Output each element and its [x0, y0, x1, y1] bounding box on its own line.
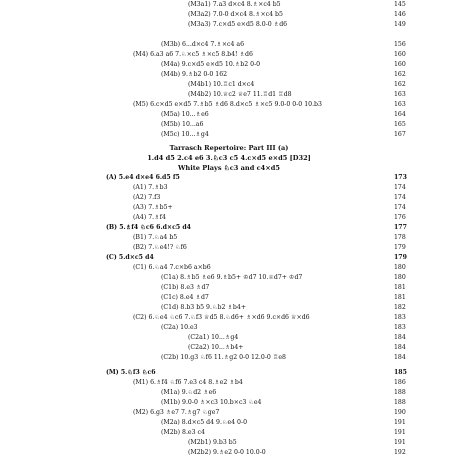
- toc-line-text: (M1a) 9.♘d2 ♗e6: [161, 389, 217, 396]
- toc-line-text: (C2) 6.♘e4 ♘c6 7.♘f3 ♕d5 8.♘d6+ ♗×d6 9.c×d6 ♕×d6: [133, 314, 310, 321]
- toc-page-number: 163: [394, 91, 406, 98]
- toc-line: [0, 40, 458, 50]
- toc-line-text: (M) 5.♘f3 ♘c6: [106, 369, 156, 376]
- toc-line: [0, 60, 458, 70]
- toc-line-text: (B) 5.♗f4 ♘c6 6.d×c5 d4: [106, 224, 191, 231]
- toc-page-number: 191: [394, 429, 406, 436]
- toc-page-number: 184: [394, 354, 406, 361]
- toc-line: [0, 353, 458, 363]
- toc-page-number: 186: [394, 379, 406, 386]
- toc-page-number: 181: [394, 294, 406, 301]
- toc-line: [0, 448, 458, 458]
- toc-line: [0, 428, 458, 438]
- toc-line: [0, 283, 458, 293]
- toc-line: [0, 183, 458, 193]
- toc-line-text: (C1d) 8.b3 b5 9.♘b2 ♗b4+: [161, 304, 247, 311]
- toc-page-number: 174: [394, 194, 406, 201]
- toc-line: [0, 368, 458, 378]
- toc-page-number: 183: [394, 314, 406, 321]
- section-heading-moves: 1.d4 d5 2.c4 e6 3.♘c3 c5 4.c×d5 e×d5 [D32]: [147, 154, 311, 162]
- toc-line: [0, 313, 458, 323]
- toc-line: [0, 50, 458, 60]
- toc-line: [0, 253, 458, 263]
- toc-line-text: (M4a) 9.c×d5 e×d5 10.♗b2 0-0: [161, 61, 261, 68]
- toc-line-text: (C1b) 8.e3 ♗d7: [161, 284, 210, 291]
- toc-line: [0, 303, 458, 313]
- toc-page-number: 174: [394, 204, 406, 211]
- toc-line: [0, 110, 458, 120]
- toc-line-text: (C2b) 10.g3 ♘f6 11.♗g2 0-0 12.0-0 ♖e8: [161, 354, 286, 361]
- toc-page-number: 184: [394, 334, 406, 341]
- toc-line-text: (B2) 7.♘e4!? ♘f6: [133, 244, 187, 251]
- toc-line: [0, 193, 458, 203]
- toc-line-text: (M1) 6.♗f4 ♘f6 7.e3 c4 8.♗e2 ♗b4: [133, 379, 243, 386]
- toc-page-number: 179: [394, 254, 407, 261]
- section-heading-subtitle: White Plays ♘c3 and c4×d5: [178, 164, 280, 172]
- toc-line-text: (M2a) 8.d×c5 d4 9.♘e4 0-0: [161, 419, 248, 426]
- toc-line-text: (A3) 7.♗b5+: [133, 204, 173, 211]
- toc-line: [0, 233, 458, 243]
- toc-page-number: 173: [394, 174, 407, 181]
- toc-line-text: (C1) 6.♘a4 7.c×b6 a×b6: [133, 264, 211, 271]
- toc-line: [0, 120, 458, 130]
- toc-line: [0, 203, 458, 213]
- toc-line-text: (M1b) 9.0-0 ♗×c3 10.b×c3 ♘e4: [161, 399, 262, 406]
- toc-line-text: (M5a) 10...♗e6: [161, 111, 209, 118]
- toc-page-number: 162: [394, 71, 406, 78]
- toc-line-text: (A1) 7.♗b3: [133, 184, 168, 191]
- toc-line-text: (M3a1) 7.a3 d×c4 8.♗×c4 b5: [188, 1, 281, 8]
- toc-line-text: (M3b) 6...d×c4 7.♗×c4 a6: [161, 41, 245, 48]
- toc-line-text: (B1) 7.♘a4 b5: [133, 234, 178, 241]
- toc-line: [0, 418, 458, 428]
- toc-line: [0, 0, 458, 10]
- toc-line-text: (C2a1) 10...♗g4: [188, 334, 239, 341]
- toc-page-number: 191: [394, 439, 406, 446]
- toc-page-number: 165: [394, 121, 406, 128]
- toc-page-number: 181: [394, 284, 406, 291]
- toc-line-text: (C1a) 8.♗b5 ♗e6 9.♗b5+ ♔d7 10.♕d7+ ♔d7: [161, 274, 303, 281]
- toc-page-number: 188: [394, 389, 406, 396]
- toc-page-number: 192: [394, 449, 406, 456]
- toc-line-text: (A4) 7.♗f4: [133, 214, 166, 221]
- toc-page-number: 167: [394, 131, 406, 138]
- toc-line: [0, 378, 458, 388]
- toc-line: [0, 243, 458, 253]
- toc-page-number: 179: [394, 244, 406, 251]
- toc-page-number: 177: [394, 224, 407, 231]
- toc-page-number: 178: [394, 234, 406, 241]
- toc-line: [0, 323, 458, 333]
- toc-page-number: 191: [394, 419, 406, 426]
- toc-page-number: 184: [394, 344, 406, 351]
- toc-line: [0, 130, 458, 140]
- toc-page-number: 180: [394, 264, 406, 271]
- toc-page-number: 182: [394, 304, 406, 311]
- toc-line: [0, 100, 458, 110]
- toc-page-number: 146: [394, 11, 406, 18]
- toc-line: [0, 80, 458, 90]
- toc-page-number: 190: [394, 409, 406, 416]
- toc-line-text: (M2b2) 9.♗e2 0-0 10.0-0: [188, 449, 266, 456]
- toc-line-text: (M2) 6.g3 ♗e7 7.♗g7 ♘ge7: [133, 409, 220, 416]
- toc-line: [0, 223, 458, 233]
- toc-line-text: (M3a2) 7.0-0 d×c4 8.♗×c4 b5: [188, 11, 283, 18]
- toc-page-number: 149: [394, 21, 406, 28]
- toc-line: [0, 388, 458, 398]
- toc-page-number: 160: [394, 61, 406, 68]
- toc-line-text: (C) 5.d×c5 d4: [106, 254, 154, 261]
- toc-line: [0, 173, 458, 183]
- toc-line: [0, 273, 458, 283]
- toc-page-number: 176: [394, 214, 406, 221]
- toc-line: [0, 293, 458, 303]
- toc-line: [0, 10, 458, 20]
- toc-page-number: 185: [394, 369, 407, 376]
- toc-line-text: (C2a2) 10...♗b4+: [188, 344, 244, 351]
- toc-line-text: (C1c) 8.e4 ♗d7: [161, 294, 209, 301]
- toc-page-number: 174: [394, 184, 406, 191]
- toc-line: [0, 20, 458, 30]
- toc-line: [0, 70, 458, 80]
- toc-line: [0, 398, 458, 408]
- toc-line: [0, 90, 458, 100]
- toc-line-text: (M5) 6.c×d5 e×d5 7.♗b5 ♗d6 8.d×c5 ♗×c5 9.0-0 0-0 10.b3: [133, 101, 322, 108]
- toc-page-number: 180: [394, 274, 406, 281]
- toc-page-number: 145: [394, 1, 406, 8]
- toc-line-text: (M5c) 10...♗g4: [161, 131, 209, 138]
- toc-line: [0, 333, 458, 343]
- toc-line: [0, 213, 458, 223]
- toc-line-text: (M2b) 8.e3 c4: [161, 429, 205, 436]
- toc-line-text: (M4b) 9.♗b2 0-0 162: [161, 71, 228, 78]
- toc-line: [0, 408, 458, 418]
- toc-line-text: (M2b1) 9.b3 b5: [188, 439, 237, 446]
- toc-line: [0, 438, 458, 448]
- toc-page-number: 160: [394, 51, 406, 58]
- toc-line-text: (M3a3) 7.c×d5 e×d5 8.0-0 ♗d6: [188, 21, 288, 28]
- toc-page-number: 163: [394, 101, 406, 108]
- toc-page-number: 183: [394, 324, 406, 331]
- toc-page-number: 188: [394, 399, 406, 406]
- section-heading-title: Tarrasch Repertoire: Part III (a): [169, 144, 289, 152]
- toc-line-text: (C2a) 10.e3: [161, 324, 198, 331]
- toc-line: [0, 343, 458, 353]
- toc-line: [0, 263, 458, 273]
- toc-page-number: 162: [394, 81, 406, 88]
- toc-line-text: (M4) 6.a3 a6 7.♘×c5 ♗×c5 8.b4! ♗d6: [133, 51, 253, 58]
- toc-line-text: (M4b2) 10.♕c2 ♕e7 11.♖d1 ♖d8: [188, 91, 292, 98]
- toc-line-text: (A2) 7.f3: [133, 194, 161, 201]
- toc-line-text: (A) 5.e4 d×e4 6.d5 f5: [106, 174, 180, 181]
- toc-page-number: 164: [394, 111, 406, 118]
- toc-line-text: (M4b1) 10.♖c1 d×c4: [188, 81, 255, 88]
- toc-page-number: 156: [394, 41, 406, 48]
- toc-line-text: (M5b) 10...a6: [161, 121, 204, 128]
